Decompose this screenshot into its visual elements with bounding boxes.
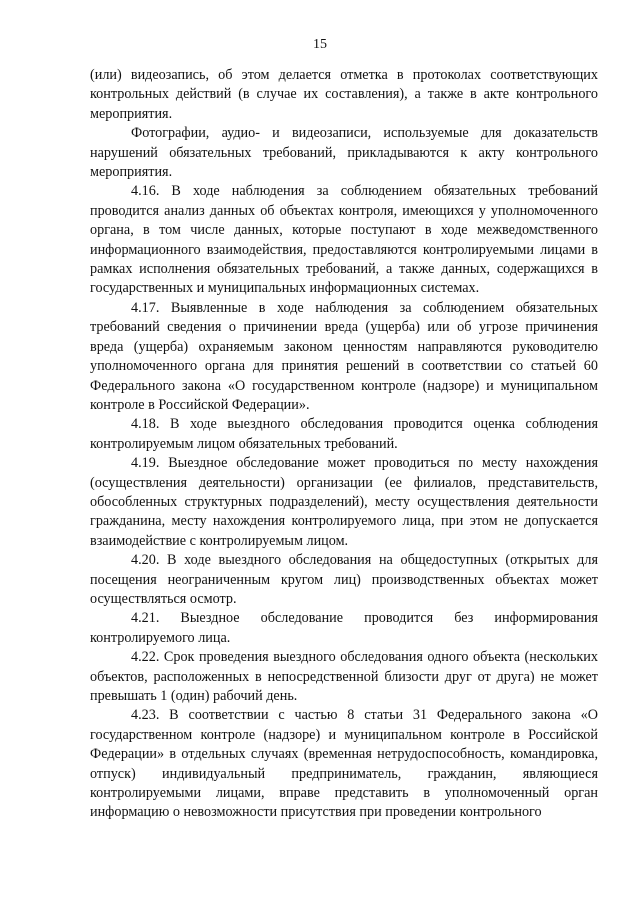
- paragraph-4-21: 4.21. Выездное обследование проводится без информирования контролируемого лица.: [90, 610, 598, 646]
- paragraph-photo-evidence: Фотографии, аудио- и видеозаписи, используемые для доказательств нарушений обязательных требований, прикладываются к акту контрольного мероприятия.: [90, 125, 598, 181]
- paragraph-4-22: 4.22. Срок проведения выездного обследования одного объекта (нескольких объектов, расположенных в непосредственной близости друг от друга) не может превышать 1 (один) рабочий день.: [90, 649, 598, 704]
- page-number: 15: [313, 37, 327, 52]
- document-body: [90, 66, 598, 823]
- paragraph-4-20: 4.20. В ходе выездного обследования на общедоступных (открытых для посещения неограниченным кругом лиц) производственных объектах может осуществляться осмотр.: [90, 552, 598, 607]
- paragraph-4-17: 4.17. Выявленные в ходе наблюдения за соблюдением обязательных требований сведения о причинении вреда (ущерба) или об угрозе причинения вреда (ущерба) охраняемым законом ценностям направляются руководителю уполномоченного органа для принятия решений в соответствии со статьей 60 Федерального закона «О государственном контроле (надзоре) и муниципальном контроле в Российской Федерации».: [90, 299, 598, 413]
- paragraph-continuation: (или) видеозапись, об этом делается отметка в протоколах соответствующих контрольных действий (в случае их составления), а также в акте контрольного мероприятия.: [90, 67, 598, 122]
- paragraph-4-18: 4.18. В ходе выездного обследования проводится оценка соблюдения контролируемым лицом обязательных требований.: [90, 416, 598, 452]
- paragraph-4-16: 4.16. В ходе наблюдения за соблюдением обязательных требований проводится анализ данных об объектах контроля, имеющихся у уполномоченного органа, в том числе данных, которые поступают в ходе межведомственного информационного взаимодействия, предоставляются контролируемыми лицами в рамках исполнения обязательных требований, а также данных, содержащихся в государственных и муниципальных информационных системах.: [90, 183, 598, 297]
- paragraph-4-19: 4.19. Выездное обследование может проводиться по месту нахождения (осуществления деятельности) организации (ее филиалов, представительств, обособленных структурных подразделений), месту осуществления деятельности гражданина, месту нахождения контролируемого лица, при этом не допускается взаимодействие с контролируемым лицом.: [90, 455, 598, 549]
- paragraph-4-23: 4.23. В соответствии с частью 8 статьи 31 Федерального закона «О государственном контроле (надзоре) и муниципальном контроле в Российской Федерации» в отдельных случаях (временная нетрудоспособность, командировка, отпуск) индивидуальный предприниматель, гражданин, являющиеся контролируемыми лицами, вправе представить в уполномоченный орган информацию о невозможности присутствия при проведении контрольного: [90, 707, 598, 821]
